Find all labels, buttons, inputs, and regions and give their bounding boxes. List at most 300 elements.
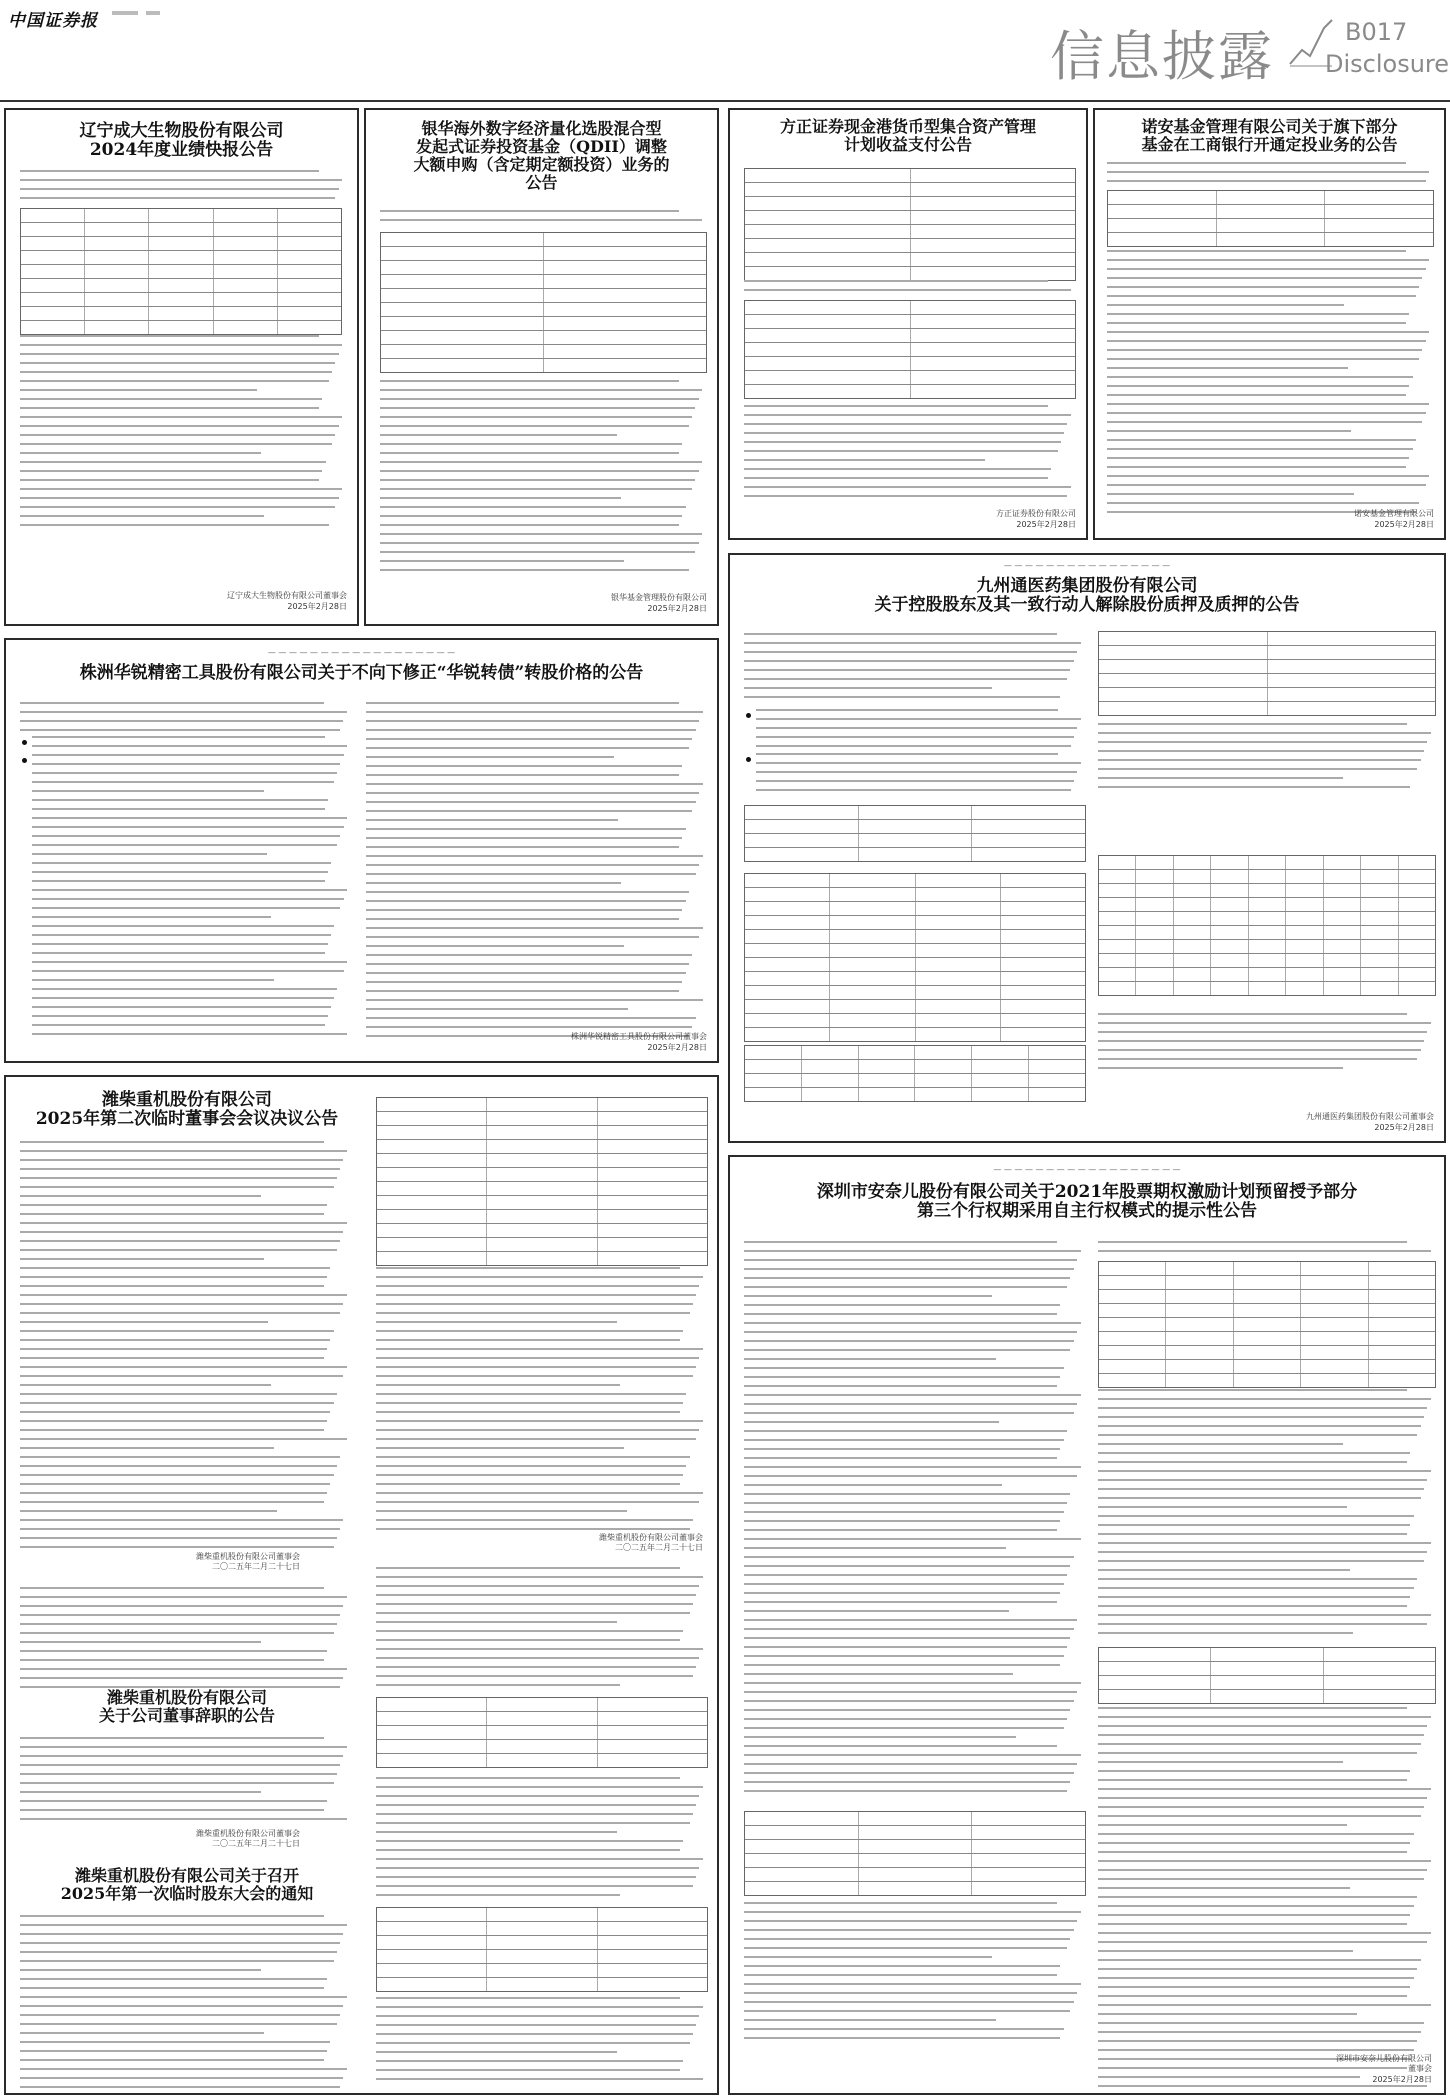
table-cell — [1001, 1028, 1085, 1041]
table-cell — [149, 307, 213, 320]
table-cell — [1099, 1360, 1166, 1373]
table-cell — [1108, 205, 1217, 218]
signature-line: 株洲华锐精密工具股份有限公司董事会 — [571, 1032, 707, 1042]
table-cell — [745, 329, 911, 342]
table-cell — [1108, 191, 1217, 204]
table-row — [377, 1168, 707, 1182]
text-line — [1098, 723, 1407, 725]
table-cell — [1001, 944, 1085, 957]
text-line — [1098, 1869, 1427, 1871]
text-line — [366, 702, 679, 704]
text-line — [744, 459, 985, 461]
text-line — [380, 515, 682, 517]
table-row — [1099, 1374, 1435, 1387]
text-line — [20, 1659, 324, 1661]
table-cell — [1301, 1276, 1368, 1289]
signature-line: 潍柴重机股份有限公司董事会 — [196, 1829, 300, 1838]
text-line — [744, 405, 1048, 407]
table-cell — [381, 289, 544, 302]
text-line — [32, 1015, 328, 1017]
page-header — [0, 0, 1450, 104]
table-cell — [1324, 982, 1361, 995]
table-cell — [381, 303, 544, 316]
table-cell — [1211, 898, 1248, 911]
table-cell — [859, 820, 973, 833]
text-line — [32, 763, 340, 765]
data-table — [376, 1697, 708, 1768]
table-cell — [911, 239, 1076, 252]
text-line — [20, 1240, 340, 1242]
table-cell — [1099, 856, 1136, 869]
table-cell — [1361, 912, 1398, 925]
text-line — [744, 642, 1081, 644]
table-cell — [1361, 856, 1398, 869]
text-line — [20, 2032, 264, 2034]
table-cell — [381, 331, 544, 344]
table-cell — [278, 307, 341, 320]
text-line — [1098, 1241, 1407, 1243]
table-row — [745, 1000, 1085, 1014]
data-table — [1107, 190, 1434, 247]
text-line — [366, 882, 621, 884]
text-line — [366, 918, 679, 920]
table-cell — [745, 916, 830, 929]
text-line — [744, 1268, 1074, 1270]
text-line — [744, 1691, 1077, 1693]
table-row — [745, 972, 1085, 986]
table-row — [21, 223, 341, 237]
table-cell — [377, 1754, 487, 1767]
announcement-title — [1101, 118, 1438, 154]
text-line — [376, 1786, 703, 1788]
title-line: 2025年第一次临时股东大会的通知 — [60, 1883, 314, 1903]
body-text — [32, 736, 350, 1042]
text-line — [20, 1809, 324, 1811]
table-row — [745, 1840, 1085, 1854]
text-line — [20, 1942, 340, 1944]
table-cell — [377, 1112, 487, 1125]
text-line — [20, 335, 319, 337]
text-line — [756, 727, 1077, 729]
text-line — [744, 1475, 1077, 1477]
table-cell — [1166, 1332, 1233, 1345]
table-cell — [1211, 1676, 1323, 1689]
text-line — [20, 470, 322, 472]
title-line: 公告 — [525, 172, 558, 192]
table-cell — [1211, 870, 1248, 883]
text-line — [366, 999, 703, 1001]
data-table — [744, 805, 1086, 862]
table-cell — [487, 1168, 597, 1181]
text-line — [744, 1628, 1074, 1630]
text-line — [20, 1321, 268, 1323]
text-line — [20, 1546, 334, 1548]
text-line — [744, 1583, 1064, 1585]
table-cell — [149, 223, 213, 236]
text-line — [1098, 1398, 1431, 1400]
text-line — [1107, 412, 1426, 414]
table-row — [745, 1074, 1085, 1088]
text-line — [1098, 2094, 1424, 2095]
text-line — [20, 2086, 340, 2088]
table-cell — [1369, 1332, 1435, 1345]
text-line — [1098, 1560, 1424, 1562]
table-cell — [1217, 191, 1326, 204]
text-line — [366, 846, 679, 848]
text-line — [366, 819, 618, 821]
table-cell — [1286, 912, 1323, 925]
text-line — [744, 1241, 1057, 1243]
table-cell — [745, 385, 911, 398]
signature-line: 董事会 — [1408, 2064, 1432, 2074]
table-cell — [598, 1196, 707, 1209]
table-cell — [21, 223, 85, 236]
announcement-weichai — [4, 1075, 719, 2095]
body-text — [20, 1587, 350, 1695]
table-cell — [1324, 870, 1361, 883]
title-line: 2024年度业绩快报公告 — [89, 140, 274, 161]
text-line — [376, 1684, 620, 1686]
table-cell — [1249, 856, 1286, 869]
table-cell — [745, 888, 830, 901]
body-text — [1098, 1707, 1434, 2095]
body-text — [1098, 1013, 1434, 1076]
text-line — [380, 461, 702, 463]
table-row — [745, 371, 1075, 385]
table-cell — [830, 972, 915, 985]
table-cell — [1099, 1304, 1166, 1317]
text-line — [376, 1997, 680, 1999]
table-cell — [1286, 856, 1323, 869]
table-cell — [1166, 1276, 1233, 1289]
table-cell — [487, 1950, 597, 1963]
table-cell — [1369, 1290, 1435, 1303]
table-cell — [1211, 856, 1248, 869]
table-cell — [381, 233, 544, 246]
announcement-title — [736, 577, 1438, 615]
text-line — [380, 380, 679, 382]
table-cell — [381, 275, 544, 288]
table-cell — [830, 916, 915, 929]
text-line — [744, 1772, 1074, 1774]
title-line: 2025年第二次临时董事会会议决议公告 — [35, 1109, 339, 1130]
table-cell — [1136, 940, 1173, 953]
table-cell — [598, 1712, 707, 1725]
text-line — [20, 1159, 343, 1161]
signature — [611, 593, 707, 614]
text-line — [366, 855, 703, 857]
text-line — [32, 871, 328, 873]
table-cell — [916, 916, 1001, 929]
text-line — [744, 1511, 1064, 1513]
text-line — [1098, 2049, 1414, 2051]
text-line — [744, 1902, 1057, 1904]
text-line — [376, 1612, 690, 1614]
body-text — [756, 753, 1084, 798]
text-line — [366, 1008, 628, 1010]
table-row — [1099, 632, 1435, 646]
table-cell — [802, 1046, 859, 1059]
text-line — [744, 1956, 992, 1958]
table-cell — [745, 183, 911, 196]
text-line — [744, 1403, 1077, 1405]
text-line — [744, 441, 1061, 443]
text-line — [20, 2023, 337, 2025]
text-line — [20, 1168, 340, 1170]
text-line — [20, 515, 264, 517]
text-line — [376, 2006, 703, 2008]
text-line — [32, 817, 347, 819]
table-cell — [1174, 968, 1211, 981]
table-cell — [544, 303, 706, 316]
table-cell — [1268, 688, 1436, 701]
table-cell — [598, 1112, 707, 1125]
table-cell — [149, 237, 213, 250]
text-line — [756, 771, 1077, 773]
text-line — [376, 1294, 696, 1296]
text-line — [20, 416, 342, 418]
table-cell — [487, 1252, 597, 1265]
text-line — [20, 389, 257, 391]
text-line — [1098, 1407, 1427, 1409]
table-cell — [1001, 1014, 1085, 1027]
table-cell — [598, 1252, 707, 1265]
text-line — [744, 1412, 1074, 1414]
table-cell — [278, 251, 341, 264]
text-line — [380, 488, 692, 490]
table-cell — [487, 1154, 597, 1167]
title-line: 第三个行权期采用自主行权模式的提示性公告 — [917, 1201, 1257, 1222]
table-cell — [745, 820, 859, 833]
table-row — [1099, 870, 1435, 884]
body-text — [756, 709, 1084, 754]
text-line — [366, 756, 614, 758]
text-line — [744, 696, 1060, 698]
text-line — [20, 1623, 337, 1625]
table-cell — [149, 293, 213, 306]
kicker-text: — — — — — — — — — — — — — — — — — — — [993, 1165, 1181, 1174]
text-line — [20, 461, 326, 463]
text-line — [20, 1474, 334, 1476]
table-cell — [1099, 968, 1136, 981]
header-rule — [0, 100, 1450, 102]
table-cell — [1399, 926, 1435, 939]
table-cell — [149, 279, 213, 292]
table-cell — [830, 958, 915, 971]
table-cell — [487, 1922, 597, 1935]
text-line — [744, 2019, 996, 2021]
table-cell — [1211, 1648, 1323, 1661]
table-cell — [1399, 884, 1435, 897]
text-line — [20, 1402, 334, 1404]
text-line — [1107, 394, 1406, 396]
table-row — [745, 1046, 1085, 1060]
text-line — [744, 1340, 1074, 1342]
text-line — [1107, 421, 1422, 423]
text-line — [744, 1313, 1057, 1315]
text-line — [20, 1456, 340, 1458]
table-cell — [544, 275, 706, 288]
table-cell — [544, 345, 706, 358]
table-cell — [915, 1060, 972, 1073]
table-cell — [1361, 898, 1398, 911]
text-line — [32, 979, 274, 981]
text-line — [744, 1700, 1074, 1702]
text-line — [20, 1420, 327, 1422]
signature-line: 2025年2月28日 — [1374, 519, 1434, 529]
table-row — [1099, 1662, 1435, 1676]
text-line — [20, 1501, 324, 1503]
table-cell — [745, 343, 911, 356]
text-line — [744, 633, 1057, 635]
table-cell — [1099, 954, 1136, 967]
table-cell — [377, 1210, 487, 1223]
table-cell — [1211, 912, 1248, 925]
table-cell — [149, 265, 213, 278]
table-row — [1099, 954, 1435, 968]
text-line — [376, 1267, 680, 1269]
text-line — [744, 1718, 1067, 1720]
text-line — [376, 1630, 683, 1632]
text-line — [744, 1520, 1060, 1522]
table-cell — [1325, 233, 1433, 246]
text-line — [1098, 2004, 1431, 2006]
table-cell — [1001, 1000, 1085, 1013]
signature — [1306, 1112, 1434, 1133]
table-cell — [1268, 646, 1436, 659]
table-row — [745, 329, 1075, 343]
text-line — [744, 1556, 1074, 1558]
data-table — [380, 232, 707, 373]
table-cell — [1001, 888, 1085, 901]
table-cell — [1324, 856, 1361, 869]
signature-line: 银华基金管理股份有限公司 — [611, 593, 707, 603]
table-cell — [1108, 219, 1217, 232]
table-cell — [911, 371, 1076, 384]
table-cell — [1234, 1304, 1301, 1317]
text-line — [1107, 340, 1426, 342]
table-cell — [1369, 1262, 1435, 1275]
table-cell — [278, 321, 341, 334]
table-cell — [972, 1812, 1085, 1825]
text-line — [20, 1186, 334, 1188]
text-line — [1098, 750, 1424, 752]
title-line: 关于公司董事辞职的公告 — [98, 1705, 275, 1725]
table-cell — [487, 1182, 597, 1195]
text-line — [1098, 1058, 1417, 1060]
text-line — [744, 1911, 1081, 1913]
table-cell — [745, 197, 911, 210]
text-line — [744, 468, 1051, 470]
table-cell — [745, 1014, 830, 1027]
table-cell — [1174, 926, 1211, 939]
text-line — [744, 1736, 1016, 1738]
data-table — [1098, 631, 1436, 716]
text-line — [744, 1304, 1060, 1306]
announcement-liaoning — [4, 108, 359, 626]
table-cell — [972, 1088, 1029, 1101]
text-line — [366, 729, 696, 731]
text-line — [1107, 180, 1426, 182]
text-line — [1107, 313, 1409, 315]
text-line — [1098, 1815, 1421, 1817]
signature — [196, 1552, 300, 1573]
text-line — [1098, 2022, 1424, 2024]
table-cell — [911, 301, 1076, 314]
table-cell — [972, 1840, 1085, 1853]
text-line — [1107, 331, 1429, 333]
announcement-title — [736, 118, 1080, 154]
table-row — [745, 1854, 1085, 1868]
table-cell — [915, 1088, 972, 1101]
text-line — [1107, 171, 1429, 173]
text-line — [376, 1393, 686, 1395]
text-line — [380, 425, 689, 427]
masthead-meta-1 — [112, 11, 138, 15]
text-line — [744, 1974, 1057, 1976]
text-line — [1098, 1923, 1407, 1925]
table-cell — [149, 209, 213, 222]
table-cell — [1399, 982, 1435, 995]
text-line — [1098, 1878, 1424, 1880]
body-text — [376, 1567, 706, 1693]
text-line — [1098, 1743, 1421, 1745]
table-cell — [544, 359, 706, 372]
table-cell — [1211, 968, 1248, 981]
text-line — [1098, 1416, 1424, 1418]
table-cell — [1001, 930, 1085, 943]
text-line — [1107, 475, 1429, 477]
text-line — [32, 853, 267, 855]
text-line — [1098, 1049, 1421, 1051]
text-line — [1098, 1067, 1343, 1069]
title-line: 九州通医药集团股份有限公司 — [976, 576, 1198, 596]
text-line — [20, 434, 335, 436]
table-row — [745, 930, 1085, 944]
table-cell — [1249, 926, 1286, 939]
text-line — [376, 2024, 696, 2026]
text-line — [744, 432, 1064, 434]
text-line — [1098, 1977, 1414, 1979]
table-cell — [916, 944, 1001, 957]
announcement-title — [736, 1183, 1438, 1221]
table-cell — [487, 1098, 597, 1111]
text-line — [744, 1664, 1060, 1666]
text-line — [376, 1447, 624, 1449]
text-line — [1098, 786, 1410, 788]
text-line — [1107, 295, 1416, 297]
text-line — [744, 1457, 1057, 1459]
text-line — [366, 810, 692, 812]
text-line — [20, 1800, 327, 1802]
table-cell — [1136, 968, 1173, 981]
text-line — [1098, 1896, 1417, 1898]
table-row — [1099, 982, 1435, 995]
table-cell — [1399, 856, 1435, 869]
data-table — [744, 168, 1076, 281]
text-line — [1098, 1587, 1414, 1589]
text-line — [376, 1666, 696, 1668]
table-cell — [1001, 986, 1085, 999]
table-cell — [745, 225, 911, 238]
table-cell — [830, 1014, 915, 1027]
text-line — [744, 1295, 992, 1297]
table-row — [377, 1126, 707, 1140]
text-line — [20, 1357, 324, 1359]
table-cell — [745, 1046, 802, 1059]
text-line — [20, 188, 339, 190]
table-row — [1099, 884, 1435, 898]
